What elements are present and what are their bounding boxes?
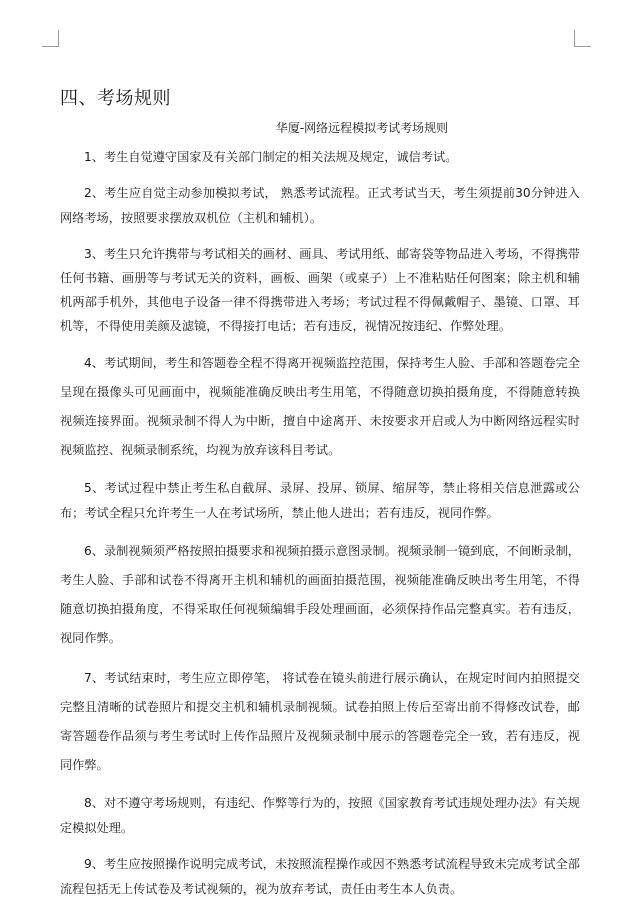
- rule-item-9: 9、考生应按照操作说明完成考试，未按照流程操作或因不熟悉考试流程导致未完成考试全部流程包括无上传试卷及考试视频的，视为放弃考试，责任由考生本人负责。: [60, 857, 580, 896]
- rule-item-7: 7、考试结束时，考生应立即停笔， 将试卷在镜头前进行展示确认，在规定时间内拍照提交完整且清晰的试卷照片和提交主机和辅机录制视频。试卷拍照上传后至寄出前不得修改试卷，邮寄答题卷作品须与考生考试时上传作品照片及视频录制中展示的答题卷完全一致，若有违反，视同作弊。: [60, 671, 580, 772]
- rule-item-8: 8、对不遵守考场规则，有违纪、作弊等行为的，按照《国家教育考试违规处理办法》有关规定模拟处理。: [60, 796, 580, 835]
- rule-item-6: 6、录制视频须严格按照拍摄要求和视频拍摄示意图录制。视频录制一镜到底，不间断录制，考生人脸、手部和试卷不得离开主机和辅机的画面拍摄范围，视频能准确反映出考生用笔，不得随意切换拍摄角度，不得采取任何视频编辑手段处理画面，必须保持作品完整真实。若有违反，视同作弊。: [60, 544, 580, 645]
- rule-item-1: 1、考生自觉遵守国家及有关部门制定的相关法规及规定，诚信考试。: [84, 150, 458, 164]
- section-heading: 四、考场规则: [60, 88, 171, 109]
- crop-mark-top-left: [42, 30, 59, 47]
- document-title: 华厦-网络远程模拟考试考场规则: [275, 121, 449, 135]
- rules-list: [60, 145, 580, 913]
- rule-item-2: 2、考生应自觉主动参加模拟考试， 熟悉考试流程。正式考试当天，考生须提前30分钟进入网络考场，按照要求摆放双机位（主机和辅机）。: [60, 186, 580, 225]
- rule-item-3: 3、考生只允许携带与考试相关的画材、画具、考试用纸、邮寄袋等物品进入考场，不得携带任何书籍、画册等与考试无关的资料，画板、画架（或桌子）上不准粘贴任何图案；除主机和辅机两部手机外，其他电子设备一律不得携带进入考场；考试过程不得佩戴帽子、墨镜、口罩、耳机等，不得使用美颜及滤镜，不得接打电话；若有违反，视情况按违纪、作弊处理。: [60, 247, 580, 333]
- crop-mark-top-right: [574, 30, 591, 47]
- rule-item-5: 5、考试过程中禁止考生私自截屏、录屏、投屏、锁屏、缩屏等，禁止将相关信息泄露或公布；考试全程只允许考生一人在考试场所，禁止他人进出；若有违反，视同作弊。: [60, 481, 580, 520]
- rule-item-4: 4、考试期间，考生和答题卷全程不得离开视频监控范围，保持考生人脸、手部和答题卷完全 呈现在摄像头可见画面中，视频能准确反映出考生用笔，不得随意切换拍摄角度，不得随意转换视频连接界面。视频录制不得人为中断，擅自中途离开、未按要求开启或人为中断网络远程实时视频监控、视频录制系统，均视为放弃该科目考试。: [60, 356, 580, 457]
